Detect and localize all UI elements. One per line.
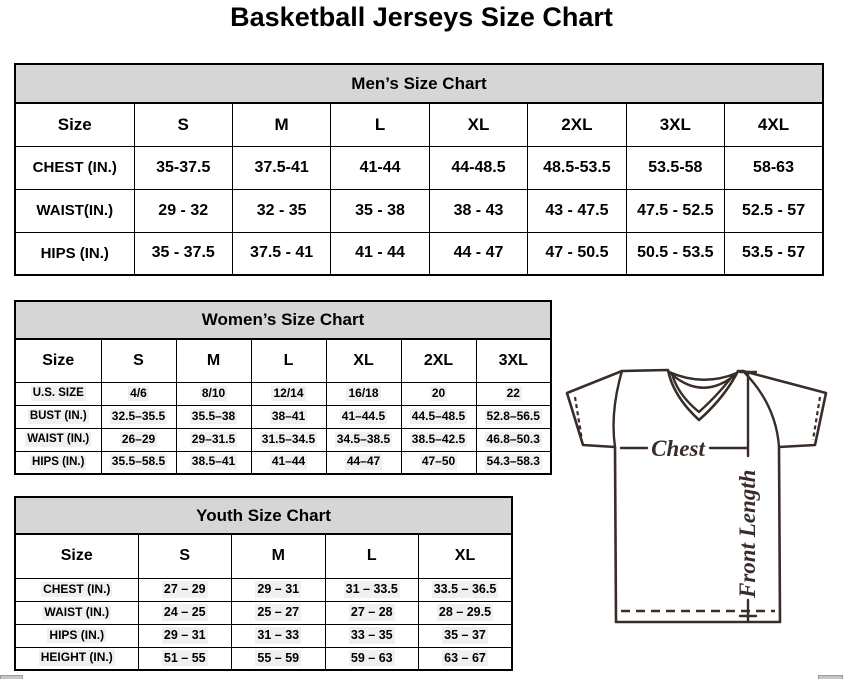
row-label: HIPS (IN.) xyxy=(49,627,105,642)
cell: 53.5 - 57 xyxy=(725,232,823,275)
cell: 32.5–35.5 xyxy=(111,408,166,423)
table-row xyxy=(15,647,512,670)
col-header: XL xyxy=(429,103,527,146)
cell: 59 – 63 xyxy=(350,651,393,666)
row-label: CHEST (IN.) xyxy=(43,581,111,596)
cell: 29 - 32 xyxy=(134,189,232,232)
cell: 35 - 37.5 xyxy=(134,232,232,275)
cell: 25 – 27 xyxy=(257,605,300,620)
chest-label: Chest xyxy=(651,436,705,461)
table-row xyxy=(15,382,551,405)
col-header: Size xyxy=(15,534,138,578)
cell: 4/6 xyxy=(130,385,147,400)
womens-table-title: Women’s Size Chart xyxy=(15,301,551,339)
table-row xyxy=(15,146,823,189)
cell: 41–44 xyxy=(271,454,306,469)
row-label: U.S. SIZE xyxy=(32,387,84,400)
header-row xyxy=(15,103,823,146)
youth-table-title: Youth Size Chart xyxy=(15,497,512,534)
table-row xyxy=(15,405,551,428)
cell: 50.5 - 53.5 xyxy=(626,232,724,275)
table-row xyxy=(15,601,512,624)
table-row xyxy=(15,578,512,601)
cell: 44.5–48.5 xyxy=(411,408,466,423)
cell: 35 – 37 xyxy=(444,628,486,643)
scrollbar-fragment-left[interactable] xyxy=(0,675,23,679)
cell: 29 – 31 xyxy=(163,628,206,643)
table-band xyxy=(15,497,512,534)
cell: 34.5–38.5 xyxy=(336,431,391,446)
womens-size-table xyxy=(14,300,552,475)
cell: 33 – 35 xyxy=(350,628,393,643)
row-label: BUST (IN.) xyxy=(29,410,87,423)
col-header: S xyxy=(138,534,232,578)
cell: 47.5 - 52.5 xyxy=(626,189,724,232)
cell: 47–50 xyxy=(421,454,456,469)
cell: 35.5–58.5 xyxy=(111,454,166,469)
cell: 52.8–56.5 xyxy=(486,408,540,423)
cell: 35-37.5 xyxy=(134,146,232,189)
table-row xyxy=(15,189,823,232)
col-header: 3XL xyxy=(626,103,724,146)
page-title: Basketball Jerseys Size Chart xyxy=(230,2,613,32)
cell: 55 – 59 xyxy=(257,651,300,666)
cell: 46.8–50.3 xyxy=(486,431,540,446)
cell: 47 - 50.5 xyxy=(528,232,626,275)
col-header: S xyxy=(101,339,176,382)
cell: 28 – 29.5 xyxy=(438,605,492,620)
row-label: WAIST (IN.) xyxy=(44,604,110,619)
cell: 51 – 55 xyxy=(163,651,206,666)
col-header: Size xyxy=(15,103,134,146)
table-row xyxy=(15,624,512,647)
cell: 31.5–34.5 xyxy=(261,431,316,446)
cell: 33.5 – 36.5 xyxy=(433,582,497,597)
youth-size-table xyxy=(14,496,513,671)
cell: 41 - 44 xyxy=(331,232,429,275)
col-header: M xyxy=(232,534,326,578)
cell: 54.3–58.3 xyxy=(486,454,540,469)
cell: 12/14 xyxy=(273,385,304,400)
cell: 44-48.5 xyxy=(429,146,527,189)
jersey-measurement-diagram xyxy=(558,360,843,652)
cell: 37.5 - 41 xyxy=(232,232,330,275)
cell: 63 – 67 xyxy=(444,651,486,666)
row-label: WAIST(IN.) xyxy=(15,189,134,232)
cell: 35.5–38 xyxy=(191,408,236,423)
row-label: WAIST (IN.) xyxy=(27,433,90,446)
row-label: CHEST (IN.) xyxy=(15,146,134,189)
mens-table-title: Men’s Size Chart xyxy=(15,64,823,103)
cell: 48.5-53.5 xyxy=(528,146,626,189)
cell: 24 – 25 xyxy=(163,605,206,620)
cell: 26–29 xyxy=(121,431,156,446)
cell: 29 – 31 xyxy=(257,582,300,597)
col-header: Size xyxy=(15,339,101,382)
header-row xyxy=(15,534,512,578)
col-header: L xyxy=(251,339,326,382)
table-row xyxy=(15,428,551,451)
cell: 37.5-41 xyxy=(232,146,330,189)
cell: 35 - 38 xyxy=(331,189,429,232)
cell: 22 xyxy=(506,385,520,400)
col-header: 2XL xyxy=(401,339,476,382)
cell: 44–47 xyxy=(346,454,381,469)
cell: 53.5-58 xyxy=(626,146,724,189)
col-header: L xyxy=(331,103,429,146)
cell: 38.5–42.5 xyxy=(411,431,466,446)
cell: 32 - 35 xyxy=(232,189,330,232)
cell: 38.5–41 xyxy=(191,454,236,469)
cell: 43 - 47.5 xyxy=(528,189,626,232)
cell: 20 xyxy=(431,385,446,400)
table-band xyxy=(15,64,823,103)
mens-size-table xyxy=(14,63,824,276)
cell: 27 – 28 xyxy=(350,605,393,620)
cell: 41-44 xyxy=(331,146,429,189)
cell: 44 - 47 xyxy=(429,232,527,275)
col-header: 2XL xyxy=(528,103,626,146)
cell: 29–31.5 xyxy=(191,431,236,446)
col-header: M xyxy=(232,103,330,146)
row-label: HEIGHT (IN.) xyxy=(40,650,113,665)
cell: 27 – 29 xyxy=(163,582,206,597)
table-row xyxy=(15,451,551,474)
front-length-label: Front Length xyxy=(735,469,760,598)
header-row xyxy=(15,339,551,382)
row-label: HIPS (IN.) xyxy=(32,455,85,468)
jersey-outline xyxy=(567,370,826,622)
scrollbar-fragment-right[interactable] xyxy=(818,675,843,679)
cell: 52.5 - 57 xyxy=(725,189,823,232)
col-header: 3XL xyxy=(476,339,551,382)
cell: 8/10 xyxy=(201,385,226,400)
col-header: 4XL xyxy=(725,103,823,146)
cell: 31 – 33 xyxy=(257,628,300,643)
cell: 58-63 xyxy=(725,146,823,189)
cell: 16/18 xyxy=(348,385,379,400)
cell: 31 – 33.5 xyxy=(345,582,398,597)
col-header: XL xyxy=(419,534,513,578)
col-header: XL xyxy=(326,339,401,382)
row-label: HIPS (IN.) xyxy=(15,232,134,275)
cell: 38 - 43 xyxy=(429,189,527,232)
col-header: M xyxy=(176,339,251,382)
table-band xyxy=(15,301,551,339)
cell: 38–41 xyxy=(271,408,306,423)
cell: 41–44.5 xyxy=(341,408,386,423)
table-row xyxy=(15,232,823,275)
col-header: S xyxy=(134,103,232,146)
col-header: L xyxy=(325,534,419,578)
